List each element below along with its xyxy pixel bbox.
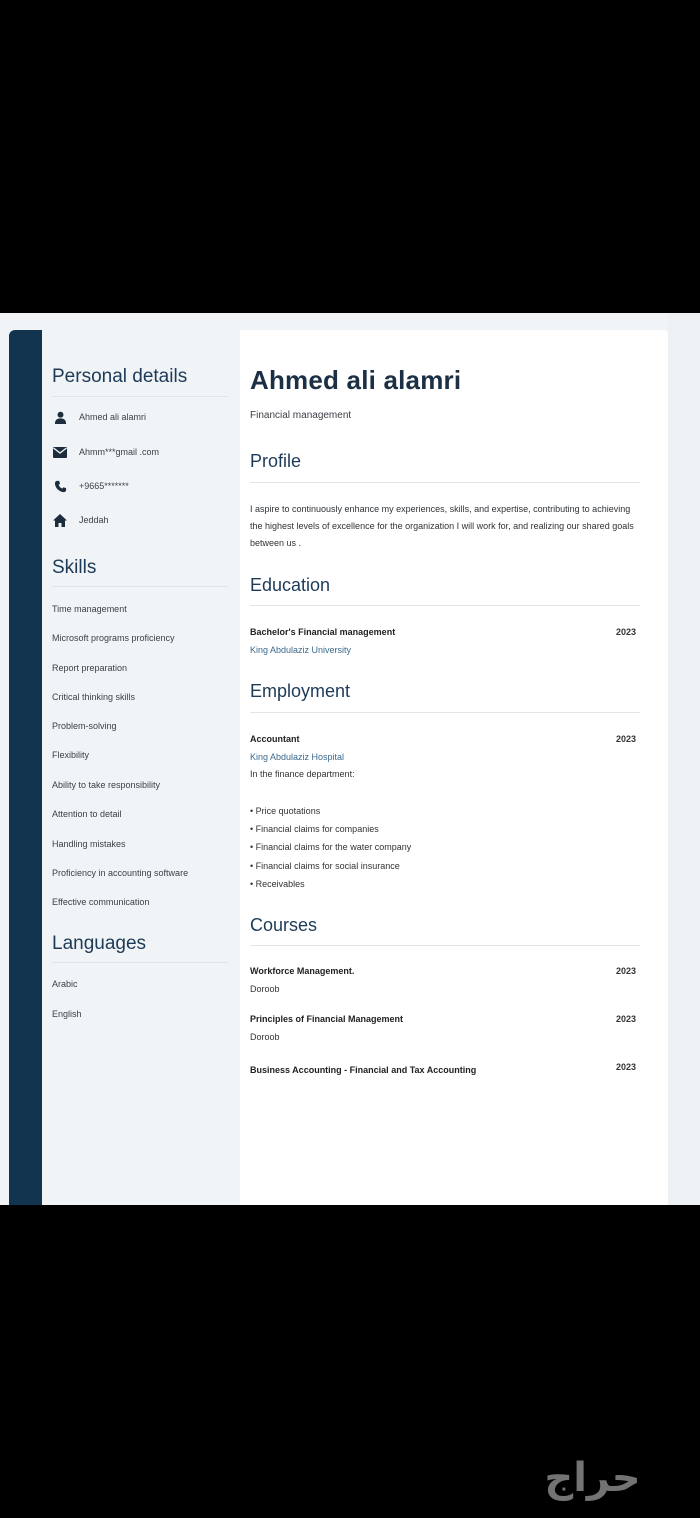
- skill-item: Effective communication: [52, 897, 150, 907]
- education-school: King Abdulaziz University: [250, 645, 352, 655]
- divider: [250, 482, 640, 483]
- page-gutter: [668, 313, 700, 1205]
- personal-city: Jeddah: [79, 515, 109, 525]
- personal-name-row: [52, 408, 146, 426]
- course-year: 2023: [615, 1014, 636, 1024]
- user-icon: [52, 409, 68, 425]
- education-year: 2023: [615, 627, 636, 637]
- skill-item: Time management: [52, 604, 127, 614]
- course-year: 2023: [615, 966, 636, 976]
- skill-item: Attention to detail: [52, 809, 122, 819]
- divider: [52, 962, 228, 963]
- personal-email: Ahmm***gmail .com: [79, 447, 160, 457]
- duty-item: • Financial claims for the water company: [250, 842, 411, 860]
- personal-details-heading: Personal details: [52, 366, 188, 387]
- skill-item: Critical thinking skills: [52, 692, 136, 702]
- duty-item: • Financial claims for companies: [250, 824, 411, 842]
- education-heading: Education: [250, 575, 331, 595]
- skill-item: Problem-solving: [52, 721, 117, 731]
- resume-sidebar: [42, 330, 238, 1205]
- skill-item: Handling mistakes: [52, 839, 126, 849]
- resume-main: [240, 330, 668, 1205]
- divider: [250, 605, 640, 606]
- personal-phone-row: [52, 477, 129, 495]
- candidate-role: Financial management: [250, 410, 352, 421]
- skill-item: Ability to take responsibility: [52, 780, 161, 790]
- accent-bar: [9, 330, 42, 1205]
- phone-icon: [52, 478, 68, 494]
- skill-item: Report preparation: [52, 663, 128, 673]
- course-title: Business Accounting - Financial and Tax Accounting: [250, 1065, 477, 1075]
- employment-year: 2023: [615, 734, 636, 744]
- skill-item: Microsoft programs proficiency: [52, 633, 175, 643]
- employment-desc: In the finance department:: [250, 769, 355, 779]
- languages-heading: Languages: [52, 933, 147, 954]
- course-title: Principles of Financial Management: [250, 1014, 404, 1024]
- envelope-icon: [52, 444, 68, 460]
- duty-item: • Receivables: [250, 879, 411, 897]
- skill-item: Flexibility: [52, 750, 90, 760]
- education-degree: Bachelor's Financial management: [250, 627, 396, 637]
- profile-heading: Profile: [250, 451, 302, 471]
- skills-heading: Skills: [52, 557, 97, 578]
- divider: [250, 712, 640, 713]
- duty-item: • Financial claims for social insurance: [250, 861, 411, 879]
- divider: [250, 945, 640, 946]
- course-provider: Doroob: [250, 984, 280, 994]
- profile-text: I aspire to continuously enhance my experiences, skills, and expertise, contributing to achieving the highest levels of excellence for the organization I will work for, and realizing our shared goals between us .: [250, 504, 634, 548]
- personal-city-row: [52, 511, 109, 529]
- courses-heading: Courses: [250, 915, 318, 935]
- personal-phone: +9665*******: [79, 481, 129, 491]
- course-year: 2023: [615, 1062, 636, 1072]
- personal-email-row: [52, 443, 159, 461]
- divider: [52, 396, 228, 397]
- duty-item: • Price quotations: [250, 806, 411, 824]
- candidate-name: Ahmed ali alamri: [250, 365, 462, 395]
- personal-name: Ahmed ali alamri: [79, 412, 147, 422]
- employment-employer: King Abdulaziz Hospital: [250, 752, 345, 762]
- skill-item: Proficiency in accounting software: [52, 868, 189, 878]
- course-title: Workforce Management.: [250, 966, 355, 976]
- language-item: English: [52, 1009, 82, 1019]
- divider: [52, 586, 228, 587]
- home-icon: [52, 512, 68, 528]
- resume-page: [0, 313, 700, 1205]
- employment-position: Accountant: [250, 734, 300, 744]
- employment-duties: [250, 806, 411, 897]
- employment-heading: Employment: [250, 681, 351, 701]
- language-item: Arabic: [52, 979, 78, 989]
- haraj-watermark-logo: حراج: [544, 1455, 641, 1501]
- course-provider: Doroob: [250, 1032, 280, 1042]
